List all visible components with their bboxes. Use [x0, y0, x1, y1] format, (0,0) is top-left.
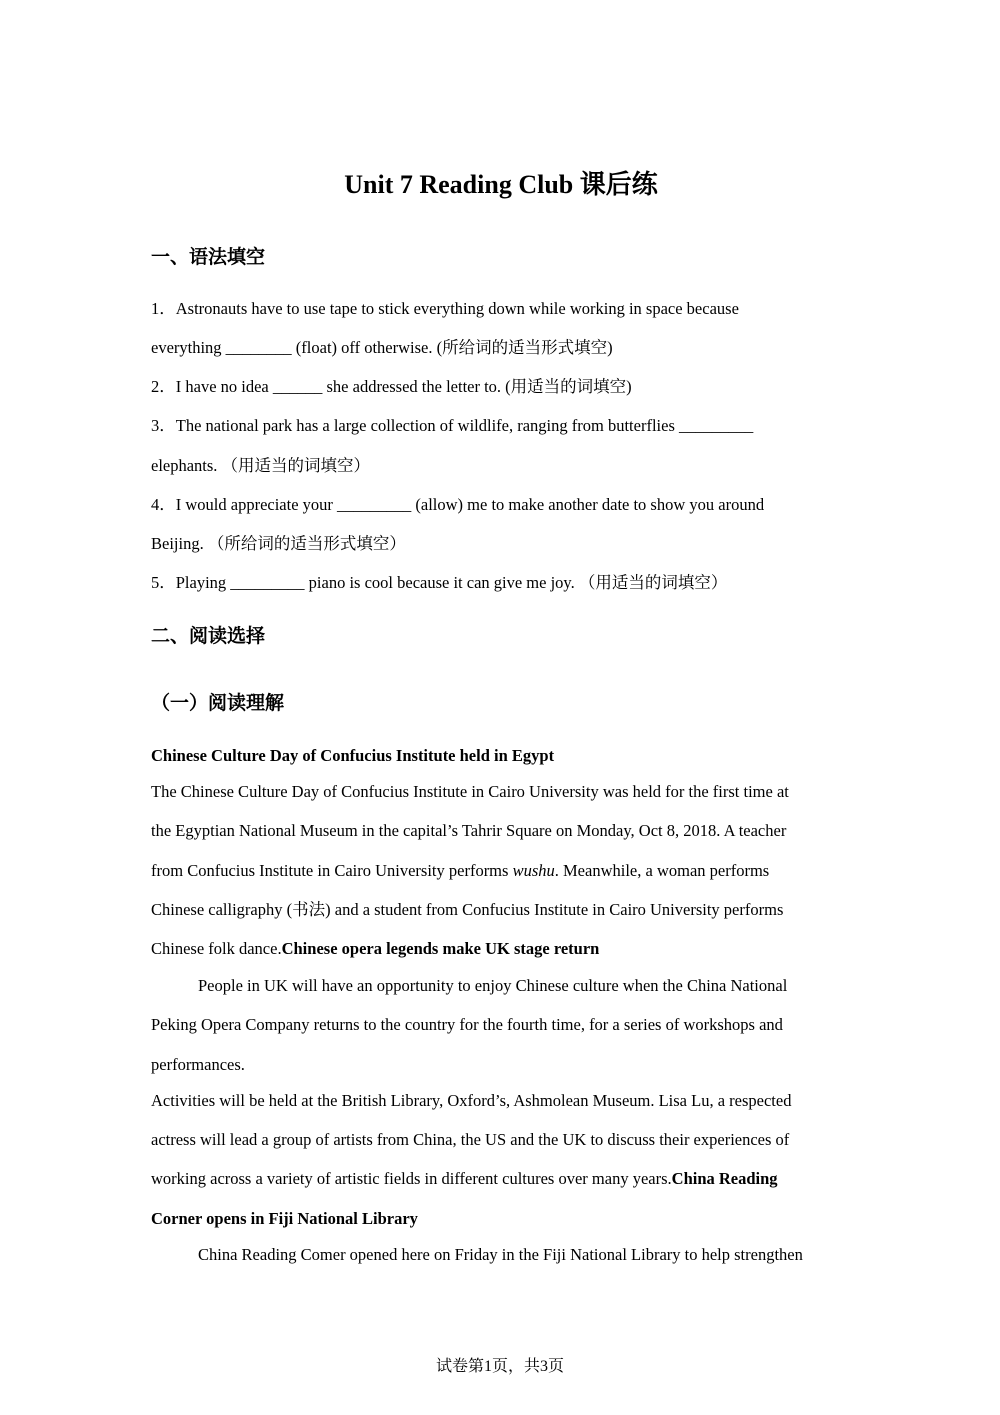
question-3-line-1: 3．The national park has a large collection of wildlife, ranging from butterflies _________ [151, 416, 754, 435]
article-2-line-6-text: working across a variety of artistic fields in different cultures over many years. [151, 1169, 672, 1188]
article-2-line-4: Activities will be held at the British Library, Oxford’s, Ashmolean Museum. Lisa Lu, a respected [151, 1091, 792, 1110]
question-4-line-2: Beijing. （所给词的适当形式填空） [151, 534, 406, 553]
article-1-line-5-text: Chinese folk dance. [151, 939, 282, 958]
question-2: 2．I have no idea ______ she addressed the letter to. (用适当的词填空) [151, 377, 632, 396]
section-heading-reading: 二、阅读选择 [151, 625, 266, 647]
article-2-line-1: People in UK will have an opportunity to enjoy Chinese culture when the China National [198, 976, 788, 995]
question-3-line-2: elephants. （用适当的词填空） [151, 456, 371, 475]
article-2-line-6 [151, 1168, 778, 1190]
article-2-title: Chinese opera legends make UK stage return [281, 939, 600, 958]
article-2-line-2: Peking Opera Company returns to the country for the fourth time, for a series of workshops and [151, 1015, 783, 1034]
page-title: Unit 7 Reading Club 课后练 [344, 170, 658, 199]
article-1-line-1: The Chinese Culture Day of Confucius Institute in Cairo University was held for the first time at [151, 782, 789, 801]
article-2-line-3: performances. [151, 1055, 245, 1074]
question-1-line-1: 1．Astronauts have to use tape to stick everything down while working in space because [151, 299, 739, 318]
article-1-line-4: Chinese calligraphy (书法) and a student from Confucius Institute in Cairo University performs [151, 900, 784, 919]
article-1-title: Chinese Culture Day of Confucius Institute held in Egypt [151, 746, 555, 765]
question-4-line-1: 4．I would appreciate your _________ (allow) me to make another date to show you around [151, 495, 765, 514]
question-1-line-2: everything ________ (float) off otherwise. (所给词的适当形式填空) [151, 338, 613, 357]
article-1-line-3-text-a: from Confucius Institute in Cairo University performs [151, 861, 513, 880]
article-1-line-3 [151, 860, 769, 882]
subsection-heading: （一）阅读理解 [151, 692, 285, 714]
section-heading-grammar: 一、语法填空 [151, 246, 266, 268]
article-1-wushu-term: wushu [512, 861, 555, 880]
article-1-line-2: the Egyptian National Museum in the capital’s Tahrir Square on Monday, Oct 8, 2018. A teacher [151, 821, 787, 840]
article-1-line-5 [151, 938, 599, 960]
article-3-title-part-1: China Reading [671, 1169, 778, 1188]
article-2-line-5: actress will lead a group of artists from China, the US and the UK to discuss their experiences of [151, 1130, 790, 1149]
question-5: 5．Playing _________ piano is cool because it can give me joy. （用适当的词填空） [151, 573, 728, 592]
article-3-title-part-2: Corner opens in Fiji National Library [151, 1209, 418, 1228]
page-footer: 试卷第1页，共3页 [435, 1358, 564, 1375]
article-1-line-3-text-b: . Meanwhile, a woman performs [554, 861, 770, 880]
article-3-line-1: China Reading Comer opened here on Friday in the Fiji National Library to help strengthen [198, 1245, 803, 1264]
